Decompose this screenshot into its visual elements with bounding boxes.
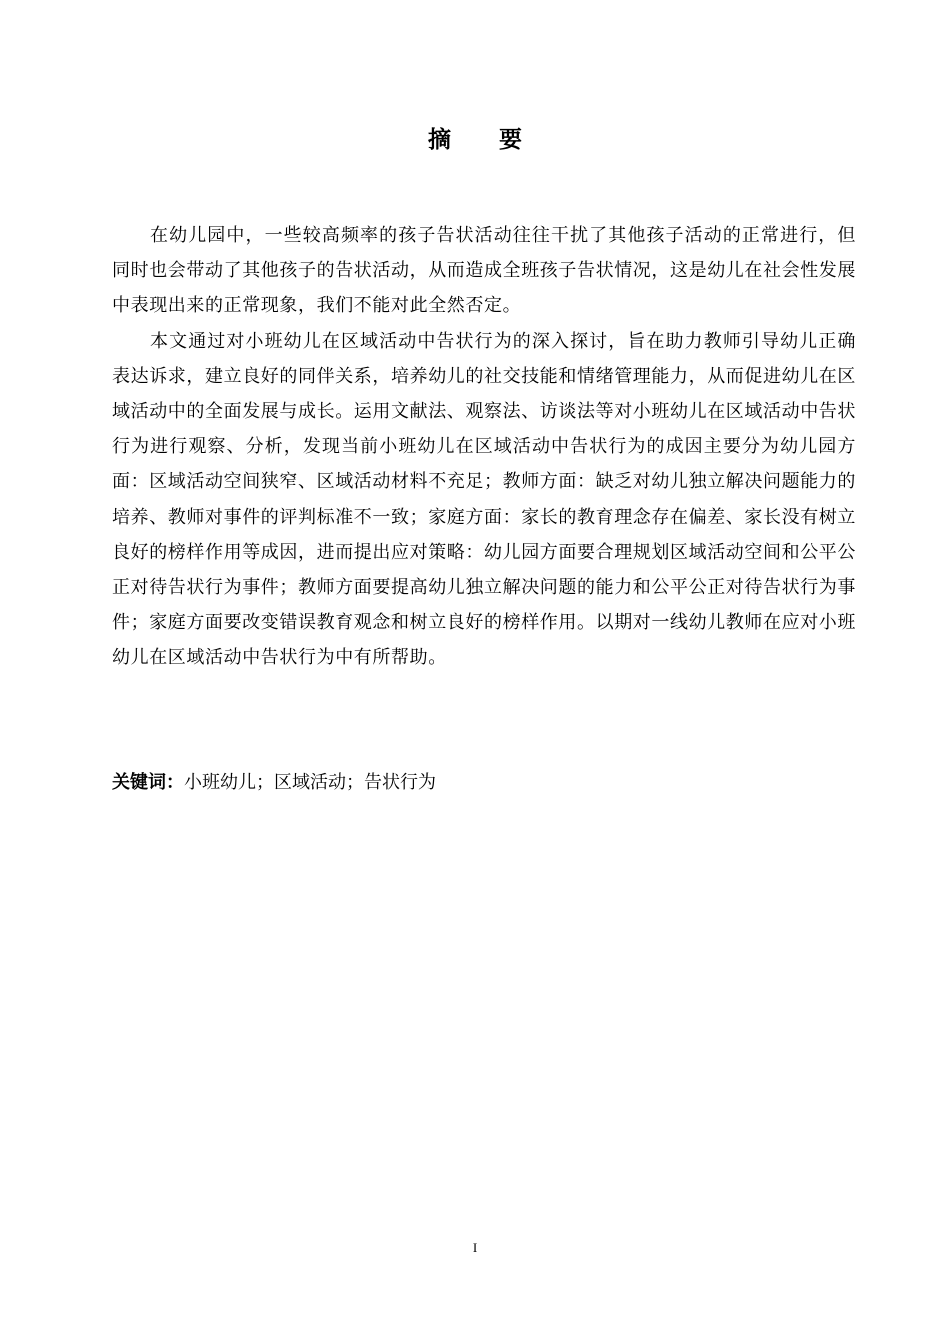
abstract-title: 摘 要 <box>427 127 542 153</box>
abstract-body <box>112 218 856 676</box>
page-number: I <box>472 1240 478 1255</box>
keywords-line <box>112 768 856 798</box>
abstract-paragraph-2: 本文通过对小班幼儿在区域活动中告状行为的深入探讨，旨在助力教师引导幼儿正确表达诉求，建立良好的同伴关系，培养幼儿的社交技能和情绪管理能力，从而促进幼儿在区域活动中的全面发展与成长。运用文献法、观察法、访谈法等对小班幼儿在区域活动中告状行为进行观察、分析，发现当前小班幼儿在区域活动中告状行为的成因主要分为幼儿园方面：区域活动空间狭窄、区域活动材料不充足；教师方面：缺乏对幼儿独立解决问题能力的培养、教师对事件的评判标准不一致；家庭方面：家长的教育理念存在偏差、家长没有树立良好的榜样作用等成因，进而提出应对策略：幼儿园方面要合理规划区域活动空间和公平公正对待告状行为事件；教师方面要提高幼儿独立解决问题的能力和公平公正对待告状行为事件；家庭方面要改变错误教育观念和树立良好的榜样作用。以期对一线幼儿教师在应对小班幼儿在区域活动中告状行为中有所帮助。 <box>112 330 856 669</box>
abstract-paragraph-1: 在幼儿园中，一些较高频率的孩子告状活动往往干扰了其他孩子活动的正常进行，但同时也会带动了其他孩子的告状活动，从而造成全班孩子告状情况，这是幼儿在社会性发展中表现出来的正常现象，我们不能对此全然否定。 <box>112 225 856 317</box>
keywords-label: 关键词： <box>112 772 184 793</box>
keywords-value: 小班幼儿；区域活动；告状行为 <box>184 772 436 793</box>
